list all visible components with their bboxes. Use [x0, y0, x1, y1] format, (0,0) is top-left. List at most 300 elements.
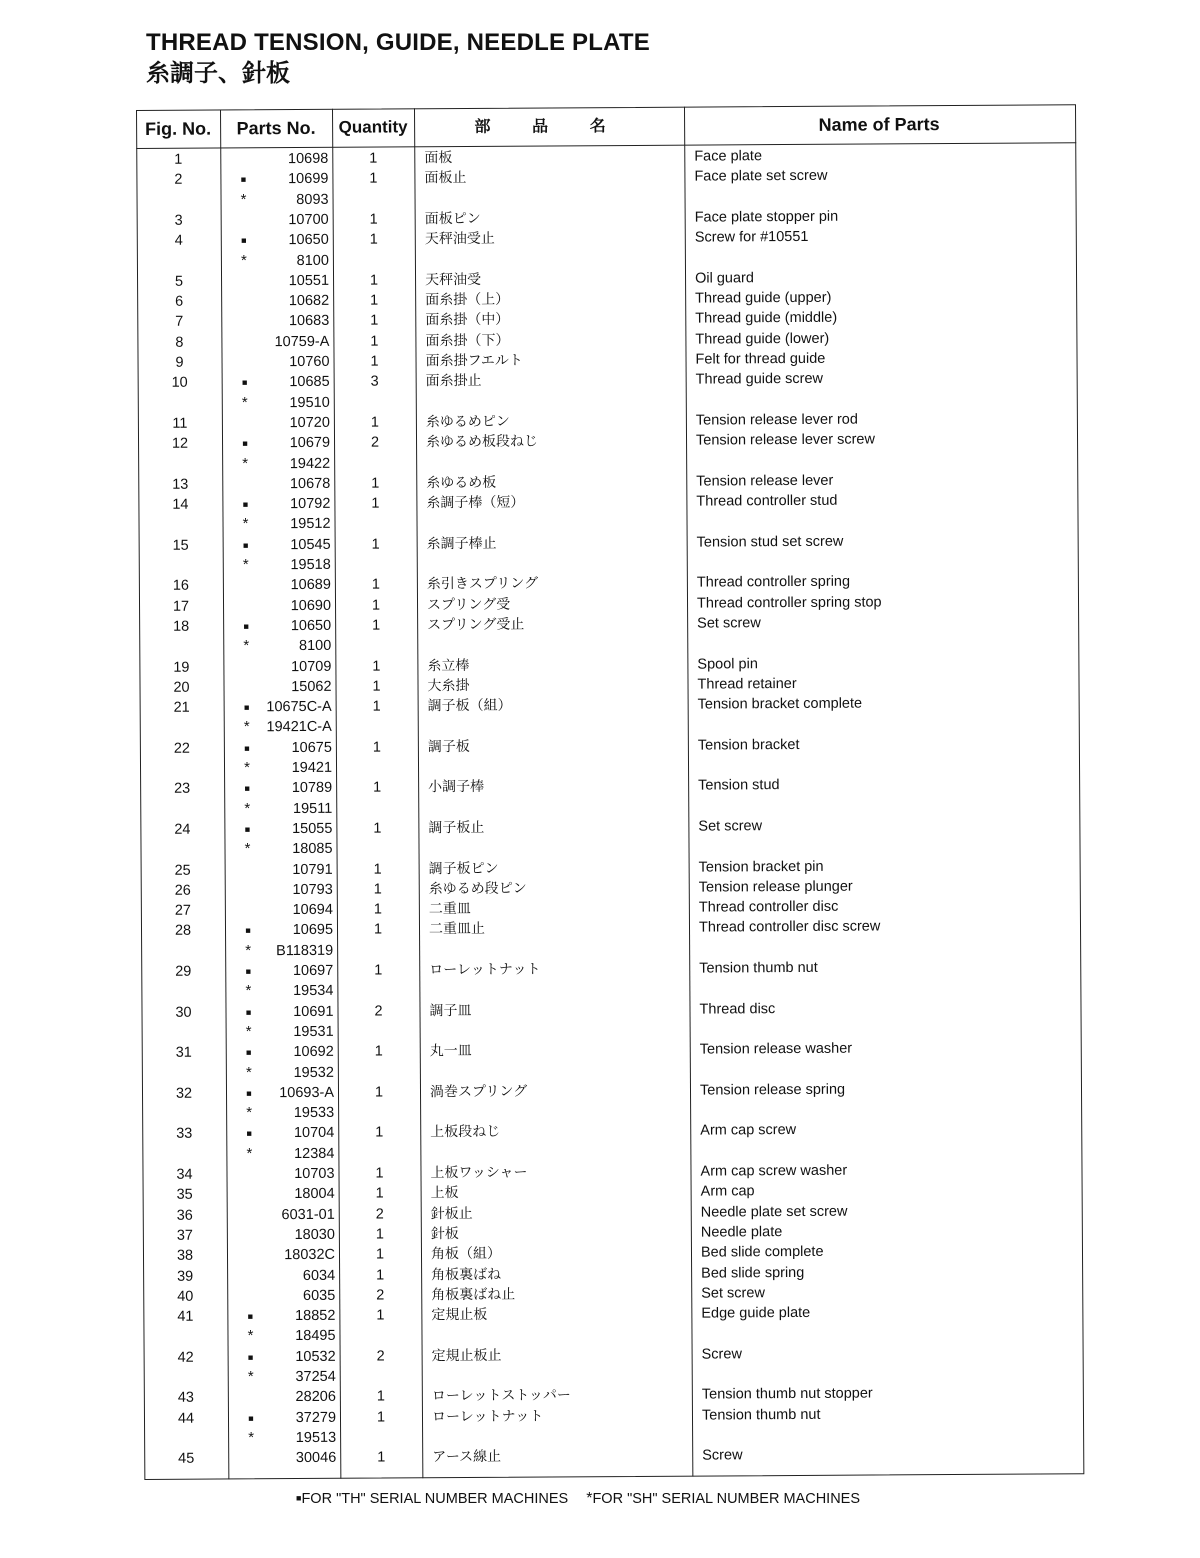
japanese-part-name: 二重皿止 — [428, 921, 486, 938]
quantity: 1 — [376, 1267, 385, 1284]
japanese-part-name: 糸ゆるめピン — [425, 413, 510, 431]
fig-number: 37 — [176, 1227, 193, 1244]
fig-number — [142, 1022, 226, 1023]
fig-number: 33 — [176, 1126, 193, 1143]
part-name: Thread retainer — [697, 675, 797, 693]
fig-number: 12 — [171, 435, 189, 452]
serial-marker: ■ — [242, 540, 249, 551]
japanese-part-name: 二重皿 — [428, 901, 471, 918]
fig-number — [142, 1144, 226, 1145]
quantity: 1 — [370, 333, 379, 350]
header-quantity: Quantity — [338, 117, 408, 137]
quantity: 1 — [373, 921, 383, 938]
japanese-part-name: 糸調子棒（短） — [426, 494, 525, 512]
part-number: 10694 — [292, 901, 333, 919]
quantity: 1 — [374, 1084, 384, 1101]
part-number: 10720 — [289, 414, 330, 431]
header-fig-no: Fig. No. — [145, 118, 212, 139]
quantity: 1 — [371, 495, 380, 512]
fig-number: 8 — [175, 334, 184, 351]
serial-marker: * — [245, 982, 252, 1000]
part-name: Set screw — [698, 818, 763, 835]
part-name: Bed slide spring — [701, 1264, 805, 1282]
japanese-part-name: 上板 — [430, 1185, 459, 1202]
quantity: 1 — [372, 658, 381, 675]
title-block — [146, 28, 650, 88]
part-name: Screw for #10551 — [694, 229, 809, 246]
serial-marker: ■ — [244, 783, 250, 794]
quantity: 1 — [369, 170, 378, 187]
quantity: 1 — [373, 779, 382, 796]
quantity: 1 — [373, 901, 382, 918]
quantity: 1 — [374, 962, 383, 979]
part-number: 10692 — [293, 1043, 334, 1061]
quantity: 1 — [373, 861, 382, 878]
serial-marker: ■ — [243, 702, 250, 713]
fig-number: 26 — [174, 882, 191, 899]
japanese-part-name: 糸引きスプリング — [426, 575, 539, 593]
serial-marker: ■ — [245, 925, 251, 936]
fig-number: 28 — [174, 923, 192, 940]
serial-marker: ■ — [243, 621, 249, 632]
fig-number — [138, 393, 222, 394]
part-name: Thread guide screw — [695, 371, 824, 388]
part-name: Tension release lever — [696, 472, 834, 490]
part-name: Face plate set screw — [694, 168, 828, 185]
fig-number: 27 — [174, 902, 192, 919]
part-number: 10650 — [288, 232, 329, 249]
parts-table — [136, 104, 1084, 1480]
part-number: 37279 — [295, 1409, 337, 1426]
part-number: 10698 — [287, 150, 329, 168]
serial-marker: ■ — [248, 1412, 254, 1423]
part-number: 28206 — [295, 1389, 336, 1406]
fig-number: 29 — [175, 963, 192, 980]
part-number: 10685 — [289, 374, 330, 391]
part-name: Tension bracket pin — [698, 858, 824, 876]
part-name: Thread controller disc screw — [698, 918, 881, 936]
japanese-part-name: 大糸掛 — [427, 677, 470, 695]
part-name: Tension release lever rod — [695, 411, 858, 429]
part-number: 10675C-A — [266, 698, 332, 716]
fig-number — [138, 515, 222, 516]
japanese-part-name: 針板止 — [430, 1205, 473, 1222]
part-number: 10690 — [290, 597, 332, 614]
fig-number: 43 — [177, 1389, 194, 1407]
japanese-part-name: 上板ワッシャー — [430, 1164, 528, 1182]
part-name: Tension thumb nut — [701, 1406, 821, 1424]
th-legend-text: FOR "TH" SERIAL NUMBER MACHINES — [301, 1491, 569, 1507]
japanese-part-name: 調子板（組） — [427, 697, 512, 715]
part-name: Thread guide (upper) — [695, 289, 832, 307]
serial-marker: * — [244, 840, 251, 858]
serial-marker: ■ — [241, 235, 247, 246]
serial-marker: ■ — [246, 1088, 252, 1099]
page-title: THREAD TENSION, GUIDE, NEEDLE PLATE — [146, 29, 650, 56]
fig-number: 17 — [172, 598, 190, 615]
part-number: 10700 — [288, 211, 329, 228]
part-number: 19510 — [289, 394, 330, 411]
japanese-part-name: 天秤油受止 — [424, 230, 495, 248]
part-name: Screw — [702, 1447, 743, 1464]
fig-number — [140, 840, 224, 841]
part-number: 18030 — [294, 1226, 335, 1243]
japanese-part-name: 角板裏ばね — [431, 1266, 502, 1283]
part-name: Face plate stopper pin — [694, 208, 839, 226]
part-name: Thread disc — [699, 1000, 776, 1018]
part-number: 10691 — [293, 1003, 334, 1020]
serial-marker: * — [248, 1429, 255, 1447]
part-name: Tension thumb nut stopper — [701, 1385, 873, 1403]
japanese-part-name: 糸調子棒止 — [426, 535, 497, 552]
part-number: 10704 — [293, 1125, 335, 1142]
part-number: 18852 — [294, 1307, 336, 1325]
part-name: Thread controller stud — [696, 492, 838, 510]
fig-number — [138, 454, 222, 455]
part-number: 19511 — [292, 800, 333, 817]
part-number: 10650 — [290, 617, 332, 634]
quantity: 1 — [370, 312, 379, 329]
fig-number — [139, 555, 223, 556]
quantity: 1 — [371, 475, 380, 492]
part-name: Tension bracket complete — [697, 695, 863, 713]
quantity: 1 — [377, 1449, 386, 1466]
fig-number — [140, 799, 224, 800]
quantity: 3 — [370, 373, 379, 390]
quantity: 1 — [374, 1043, 383, 1060]
fig-number — [140, 758, 224, 759]
quantity: 1 — [375, 1246, 385, 1263]
fig-number: 41 — [177, 1308, 194, 1325]
part-number: 12384 — [294, 1145, 335, 1162]
fig-number: 4 — [174, 232, 183, 249]
part-number: 10792 — [290, 495, 331, 513]
part-number: 10551 — [288, 272, 330, 289]
japanese-part-name: ローレットナット — [431, 1408, 544, 1425]
japanese-part-name: 調子板止 — [428, 819, 485, 837]
part-number: 10709 — [291, 658, 332, 675]
japanese-part-name: 定規止板止 — [431, 1347, 502, 1364]
serial-marker: * — [244, 799, 251, 817]
japanese-part-name: 糸ゆるめ板段ねじ — [425, 433, 539, 451]
fig-number: 39 — [176, 1268, 194, 1285]
fig-number: 3 — [174, 212, 183, 229]
part-number: 10693-A — [279, 1084, 335, 1101]
serial-marker: * — [240, 251, 247, 269]
part-number: 30046 — [295, 1449, 337, 1467]
header-parts-no: Parts No. — [236, 117, 316, 139]
japanese-part-name: ローレットナット — [429, 961, 541, 979]
serial-marker: * — [241, 393, 248, 411]
japanese-part-name: 角板裏ばね止 — [431, 1286, 516, 1304]
fig-number: 45 — [178, 1450, 195, 1467]
serial-marker: ■ — [242, 438, 248, 449]
serial-marker: * — [240, 190, 247, 208]
quantity: 1 — [376, 1388, 385, 1405]
quantity: 1 — [372, 617, 381, 634]
part-number: 10689 — [290, 577, 331, 594]
quantity: 1 — [373, 881, 382, 898]
serial-marker: ■ — [241, 377, 248, 388]
fig-number — [144, 1367, 228, 1368]
quantity: 1 — [372, 698, 381, 715]
japanese-part-name: ローレットストッパー — [431, 1387, 571, 1405]
fig-number: 19 — [173, 659, 190, 676]
fig-number: 36 — [176, 1207, 193, 1224]
quantity: 1 — [375, 1165, 384, 1182]
serial-marker: ■ — [246, 1128, 253, 1139]
serial-marker: * — [243, 718, 250, 736]
quantity: 2 — [375, 1206, 384, 1223]
fig-number: 42 — [177, 1349, 194, 1366]
fig-number — [139, 637, 223, 638]
fig-number — [141, 941, 225, 942]
japanese-part-name: 渦巻スプリング — [429, 1083, 528, 1101]
part-number: 18495 — [295, 1328, 336, 1345]
part-number: 8100 — [296, 252, 329, 269]
part-number: 8093 — [296, 191, 329, 208]
part-number: B118319 — [276, 942, 334, 959]
part-number: 10697 — [292, 962, 334, 980]
japanese-part-name: 面糸掛（上） — [425, 291, 510, 309]
part-name: Tension release washer — [699, 1040, 853, 1058]
fig-number — [137, 251, 221, 252]
japanese-part-name: 定規止板 — [431, 1306, 488, 1324]
serial-marker: ■ — [240, 174, 247, 185]
fig-number: 35 — [176, 1186, 193, 1204]
serial-marker: ■ — [247, 1311, 254, 1322]
part-name: Tension release plunger — [698, 878, 853, 896]
serial-marker: * — [247, 1368, 254, 1386]
fig-number: 30 — [175, 1004, 192, 1021]
quantity: 1 — [371, 597, 381, 614]
part-number: 19533 — [293, 1104, 335, 1122]
fig-number — [142, 1104, 226, 1105]
quantity: 1 — [371, 536, 380, 553]
quantity: 2 — [374, 1003, 383, 1020]
fig-number: 23 — [174, 780, 191, 798]
part-number: 8100 — [298, 638, 332, 655]
part-name: Needle plate set screw — [700, 1203, 848, 1221]
part-name: Felt for thread guide — [695, 350, 826, 368]
serial-marker: * — [247, 1327, 254, 1345]
japanese-part-name: アース線止 — [432, 1448, 502, 1466]
fig-number: 13 — [172, 476, 189, 493]
part-number: 10679 — [289, 435, 331, 452]
part-number: 10760 — [289, 353, 330, 371]
fig-number: 21 — [173, 699, 190, 716]
part-number: 10683 — [288, 313, 330, 330]
fig-number: 18 — [173, 618, 190, 635]
fig-number — [141, 982, 225, 983]
fig-number: 16 — [172, 577, 190, 595]
japanese-part-name: 面板止 — [424, 170, 467, 187]
part-name: Spool pin — [697, 655, 758, 673]
part-number: 10695 — [292, 922, 334, 939]
japanese-part-name: 面糸掛（下） — [425, 332, 510, 349]
part-number: 19518 — [290, 556, 331, 574]
japanese-part-name: 糸ゆるめ板 — [426, 474, 497, 492]
part-number: 18085 — [292, 841, 333, 858]
part-number: 19421C-A — [266, 719, 332, 736]
quantity: 1 — [375, 1185, 384, 1202]
fig-number — [143, 1327, 227, 1328]
japanese-part-name: スプリング受 — [426, 596, 511, 613]
part-number: 10759-A — [274, 333, 330, 350]
part-number: 19422 — [289, 455, 331, 472]
japanese-part-name: 角板（組） — [430, 1245, 502, 1263]
serial-marker: * — [242, 515, 249, 533]
part-name: Tension release lever screw — [695, 431, 875, 449]
japanese-part-name: 調子板 — [427, 738, 470, 755]
quantity: 1 — [371, 576, 380, 593]
part-name: Thread controller disc — [698, 898, 839, 916]
quantity: 1 — [369, 150, 378, 167]
part-name: Tension stud set screw — [696, 533, 844, 551]
part-number: 19512 — [290, 516, 331, 533]
fig-number: 15 — [172, 537, 189, 554]
serial-marker: * — [246, 1144, 253, 1163]
part-number: 19534 — [293, 983, 334, 1000]
part-name: Thread controller spring stop — [696, 594, 882, 612]
fig-number: 7 — [175, 314, 184, 331]
japanese-part-name: 面糸掛止 — [425, 373, 482, 390]
japanese-part-name: 糸ゆるめ段ピン — [428, 880, 527, 898]
quantity: 2 — [376, 1348, 385, 1365]
quantity: 1 — [370, 292, 379, 309]
quantity: 1 — [376, 1409, 386, 1426]
fig-number: 10 — [171, 374, 188, 392]
header-japanese-name: 部 品 名 — [474, 116, 624, 136]
part-name: Thread controller spring — [696, 573, 851, 591]
part-number: 6034 — [302, 1267, 336, 1284]
serial-marker: * — [244, 759, 250, 777]
part-name: Bed slide complete — [700, 1244, 824, 1261]
serial-marker: * — [242, 454, 249, 472]
japanese-part-name: スプリング受止 — [427, 616, 525, 634]
part-number: 10545 — [290, 536, 331, 553]
sh-marker: * — [586, 1490, 593, 1507]
part-name: Tension stud — [698, 777, 780, 794]
part-number: 10699 — [288, 171, 329, 188]
fig-number: 31 — [175, 1044, 192, 1061]
part-number: 19513 — [295, 1429, 337, 1446]
serial-marker: ■ — [245, 966, 252, 977]
quantity: 1 — [375, 1226, 384, 1243]
part-number: 18032C — [284, 1246, 336, 1264]
japanese-part-name: 丸一皿 — [429, 1043, 472, 1060]
part-number: 19531 — [293, 1023, 334, 1040]
japanese-part-name: 面板 — [424, 150, 453, 167]
serial-marker: * — [243, 637, 250, 655]
quantity: 1 — [376, 1307, 385, 1324]
part-number: 10675 — [291, 739, 332, 756]
part-name: Oil guard — [694, 270, 754, 287]
fig-number: 24 — [174, 821, 191, 838]
header-name-of-parts: Name of Parts — [818, 114, 940, 135]
quantity: 1 — [375, 1124, 384, 1141]
fig-number: 25 — [174, 862, 191, 879]
part-name: Tension thumb nut — [699, 959, 818, 977]
serial-marker: ■ — [247, 1351, 254, 1363]
japanese-part-name: 調子板ピン — [428, 860, 499, 877]
fig-number: 2 — [174, 172, 183, 189]
part-number: 10793 — [292, 881, 333, 898]
th-marker: ■ — [296, 1493, 302, 1503]
part-number: 19532 — [293, 1064, 334, 1081]
fig-number: 1 — [174, 151, 183, 168]
quantity: 1 — [372, 739, 381, 756]
part-number: 10532 — [295, 1348, 336, 1365]
serial-marker: * — [246, 1104, 253, 1122]
japanese-part-name: 上板段ねじ — [430, 1124, 501, 1141]
serial-marker: * — [242, 556, 249, 574]
serial-marker: ■ — [246, 1047, 252, 1058]
part-number: 10791 — [292, 861, 333, 878]
japanese-part-name: 面糸掛（中） — [425, 312, 510, 329]
quantity: 2 — [376, 1287, 385, 1304]
quantity: 1 — [372, 678, 381, 695]
serial-marker: ■ — [245, 1006, 252, 1017]
part-name: Needle plate — [700, 1223, 783, 1241]
fig-number — [140, 718, 224, 719]
quantity: 1 — [369, 272, 379, 289]
serial-marker: * — [245, 942, 252, 960]
footer-legend — [296, 1490, 860, 1508]
part-name: Face plate — [694, 148, 763, 165]
japanese-part-name: 糸立棒 — [427, 657, 470, 674]
part-name: Set screw — [697, 615, 761, 632]
part-name: Arm cap screw — [700, 1122, 797, 1139]
part-number: 10703 — [294, 1165, 335, 1183]
part-number: 10789 — [291, 780, 333, 797]
japanese-part-name: 小調子棒 — [428, 779, 485, 796]
part-number: 19421 — [291, 759, 333, 777]
fig-number: 14 — [172, 496, 189, 513]
part-name: Tension release spring — [699, 1081, 846, 1099]
fig-number: 32 — [175, 1085, 193, 1102]
part-name: Tension bracket — [697, 736, 800, 754]
fig-number: 44 — [177, 1410, 195, 1427]
part-name: Thread guide (lower) — [695, 330, 830, 348]
serial-marker: * — [245, 1023, 252, 1041]
part-name: Thread guide (middle) — [695, 310, 838, 327]
quantity: 1 — [373, 820, 382, 837]
part-number: 15055 — [292, 820, 333, 837]
quantity: 1 — [370, 414, 379, 431]
part-number: 6035 — [302, 1287, 336, 1304]
fig-number — [142, 1063, 226, 1064]
fig-number: 5 — [174, 273, 184, 290]
fig-number: 22 — [173, 740, 191, 757]
part-name: Set screw — [701, 1284, 765, 1302]
sh-legend-text: FOR "SH" SERIAL NUMBER MACHINES — [592, 1491, 861, 1507]
fig-number: 38 — [176, 1247, 194, 1264]
fig-number: 34 — [176, 1166, 193, 1183]
quantity: 2 — [370, 434, 380, 451]
quantity: 1 — [369, 231, 378, 248]
part-name: Arm cap — [700, 1183, 755, 1200]
part-number: 10682 — [288, 292, 330, 310]
japanese-part-name: 天秤油受 — [424, 271, 482, 289]
quantity: 1 — [369, 211, 378, 228]
part-number: 6031-01 — [281, 1206, 335, 1223]
japanese-part-name: 面板ピン — [424, 210, 481, 228]
part-name: Arm cap screw washer — [700, 1162, 848, 1180]
fig-number: 20 — [173, 679, 190, 696]
japanese-part-name: 面糸掛フエルト — [425, 352, 523, 370]
serial-marker: ■ — [244, 743, 250, 754]
